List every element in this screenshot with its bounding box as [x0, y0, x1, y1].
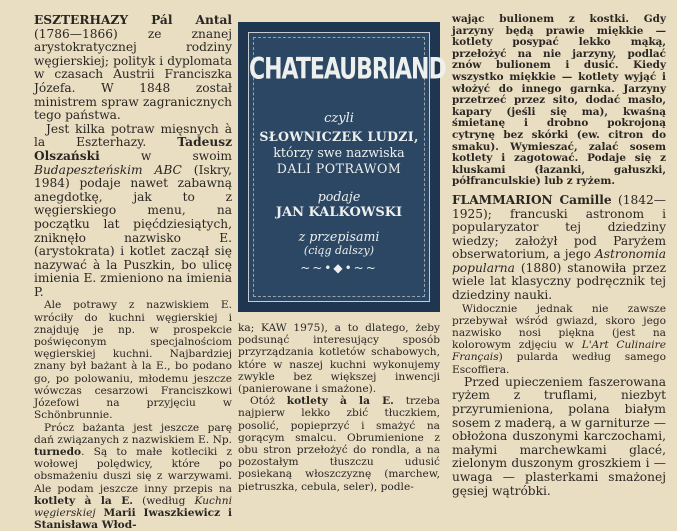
- dish-name: turnedo: [34, 446, 81, 458]
- text: (Iskry, 1984) podaje nawet zabawną anegdotkę, jak to z węgierskiego menu, na początku lat pięćdziesiątych, zniknęło nazwisko E. (arystokrata) i kotlet zaczął się nazywać à la Puszkin, bo ulicę imienia E. zmieniono na imienia P.: [34, 163, 232, 299]
- series-subtitle-line3: DALI POTRAWOM: [249, 161, 429, 176]
- entry-heading: ESZTERHAZY Pál Antal: [34, 13, 232, 27]
- text: Jest kilka potraw mięsnych à la Eszterhazy.: [34, 122, 232, 150]
- text: Otóż: [250, 395, 287, 407]
- column-left: [34, 14, 232, 531]
- entry-flammarion: [452, 194, 666, 303]
- author-name: Tadeusz Olszański: [34, 135, 232, 163]
- text: Widocznie jednak nie zawsze przebywał wśród gwiazd, skoro jego nazwisko nosi piękna (jest na kolorowym zdjęciu w: [452, 303, 666, 352]
- book-title: Budapeszteńskim ABC: [34, 163, 182, 177]
- entry-text: (1880) stanowiła przez wiele lat klasyczny podręcznik tej dziedziny nauki.: [452, 261, 666, 302]
- paragraph: [34, 123, 232, 300]
- title-box-frame: [248, 32, 430, 302]
- paragraph-small: [238, 395, 440, 493]
- paragraph-small: [452, 303, 666, 376]
- series-subtitle-czyli: czyli: [249, 111, 429, 126]
- series-note: z przepisami: [249, 229, 429, 244]
- continuation-note: (ciąg dalszy): [249, 244, 429, 257]
- entry-text: (1842—1925); francuski astronom i popularyzator tej dziedziny wiedzy; założył pod Paryżem obserwatorium, a jego: [452, 193, 666, 261]
- entry-text: (1786—1866) ze znanej arystokratycznej rodziny węgierskiej; polityk i dyplomata w czasach Austrii Franciszka Józefa. W 1848 został ministrem spraw zagranicznych tego państwa.: [34, 27, 232, 123]
- book-title: L'Art Culinaire Français: [452, 339, 666, 363]
- series-subtitle-line1: SŁOWNICZEK LUDZI,: [249, 129, 429, 144]
- series-title: CHATEAUBRIAND: [249, 53, 429, 87]
- dish-name: kotlety à la E.: [34, 495, 133, 507]
- book-title: Astronomia popularna: [452, 247, 666, 275]
- ornament-icon: ~~•◆•~~: [249, 261, 429, 275]
- paragraph-small: [34, 422, 232, 531]
- paragraph-small: Ale potrawy z nazwiskiem E. wróciły do kuchni węgierskiej i znajduję je np. w prospekcie poświęconym specjalnościom węgierskiej kuchni. Najbardziej znany był bażant à la E., bo podano go, po polowaniu, młodemu jeszcze wówczas cesarzowi Franciszkowi Józefowi na przyjęciu w Schönbrunnie.: [34, 299, 232, 421]
- paragraph: Przed upieczeniem faszerowana ryżem z truflami, niezbyt przyrumieniona, polana białym sosem z maderą, a w garniturze — obłożona duszonymi karczochami, małymi marchewkami glacé, zielonym duszonym groszkiem i — uwaga — plasterkami smażonej gęsiej wątróbki.: [452, 376, 666, 498]
- title-box: [238, 22, 440, 312]
- entry-eszterhazy: [34, 14, 232, 123]
- text: . Są to małe kotleciki z wołowej polędwicy, które po obsmażeniu duszi się z warzywami. Ale podam jeszcze inny przepis na: [34, 446, 232, 495]
- recipe-continuation: wając bulionem z kostki. Gdy jarzyny będą prawie miękkie — kotlety posypać lekko mąką, przełożyć na nie jarzyny, podlać znów bulionem i dusić. Kiedy wszystko miękkie — kotlety wyjąć i włożyć do innego garnka. Jarzyny przetrzeć przez sito, dodać masło, kapary (jeśli się ma), kwaśną śmietanę i drobno pokrojoną cytrynę bez skórki (ew. citron do smaku). Wymieszać, zalać sosem kotlety i zagotować. Podaje się z kluskami (łazanki, gałuszki, półfranculskie) lub z ryżem.: [452, 14, 666, 188]
- paragraph-small: ka; KAW 1975), a to dlatego, żeby podsunąć interesujący sposób przyrządzania kotletów schabowych, które w naszej kuchni wykonujemy zwykle bez większej inwencji (panierowane i smażone).: [238, 322, 440, 395]
- author-name: Marii Iwaszkiewicz i Stanisława Włod-: [34, 507, 232, 531]
- byline-author: JAN KALKOWSKI: [249, 205, 429, 220]
- text: Prócz bażanta jest jeszcze parę dań związanych z nazwiskiem E. Np.: [34, 422, 232, 446]
- column-middle: [238, 322, 440, 493]
- text: ) pularda według samego Escoffiera.: [452, 351, 666, 375]
- text: (według: [133, 495, 195, 507]
- series-subtitle-line2: którzy swe nazwiska: [249, 145, 429, 160]
- entry-heading: FLAMMARION Camille: [452, 193, 612, 207]
- text: trzeba najpierw lekko zbić tłuczkiem, posolić, popieprzyć i smażyć na gorącym smalcu. Obrumienione z obu stron przełożyć do rondla, a na pozostałym tłuszczu udusić posiekaną włoszczyznę (marchew, pietruszka, cebula, seler), podle-: [238, 395, 440, 492]
- column-right: [452, 14, 666, 498]
- dish-name: kotlety à la E.: [287, 395, 394, 407]
- text: w swoim: [100, 149, 232, 163]
- byline-label: podaje: [249, 189, 429, 204]
- book-title: Kuchni węgierskiej: [34, 495, 232, 519]
